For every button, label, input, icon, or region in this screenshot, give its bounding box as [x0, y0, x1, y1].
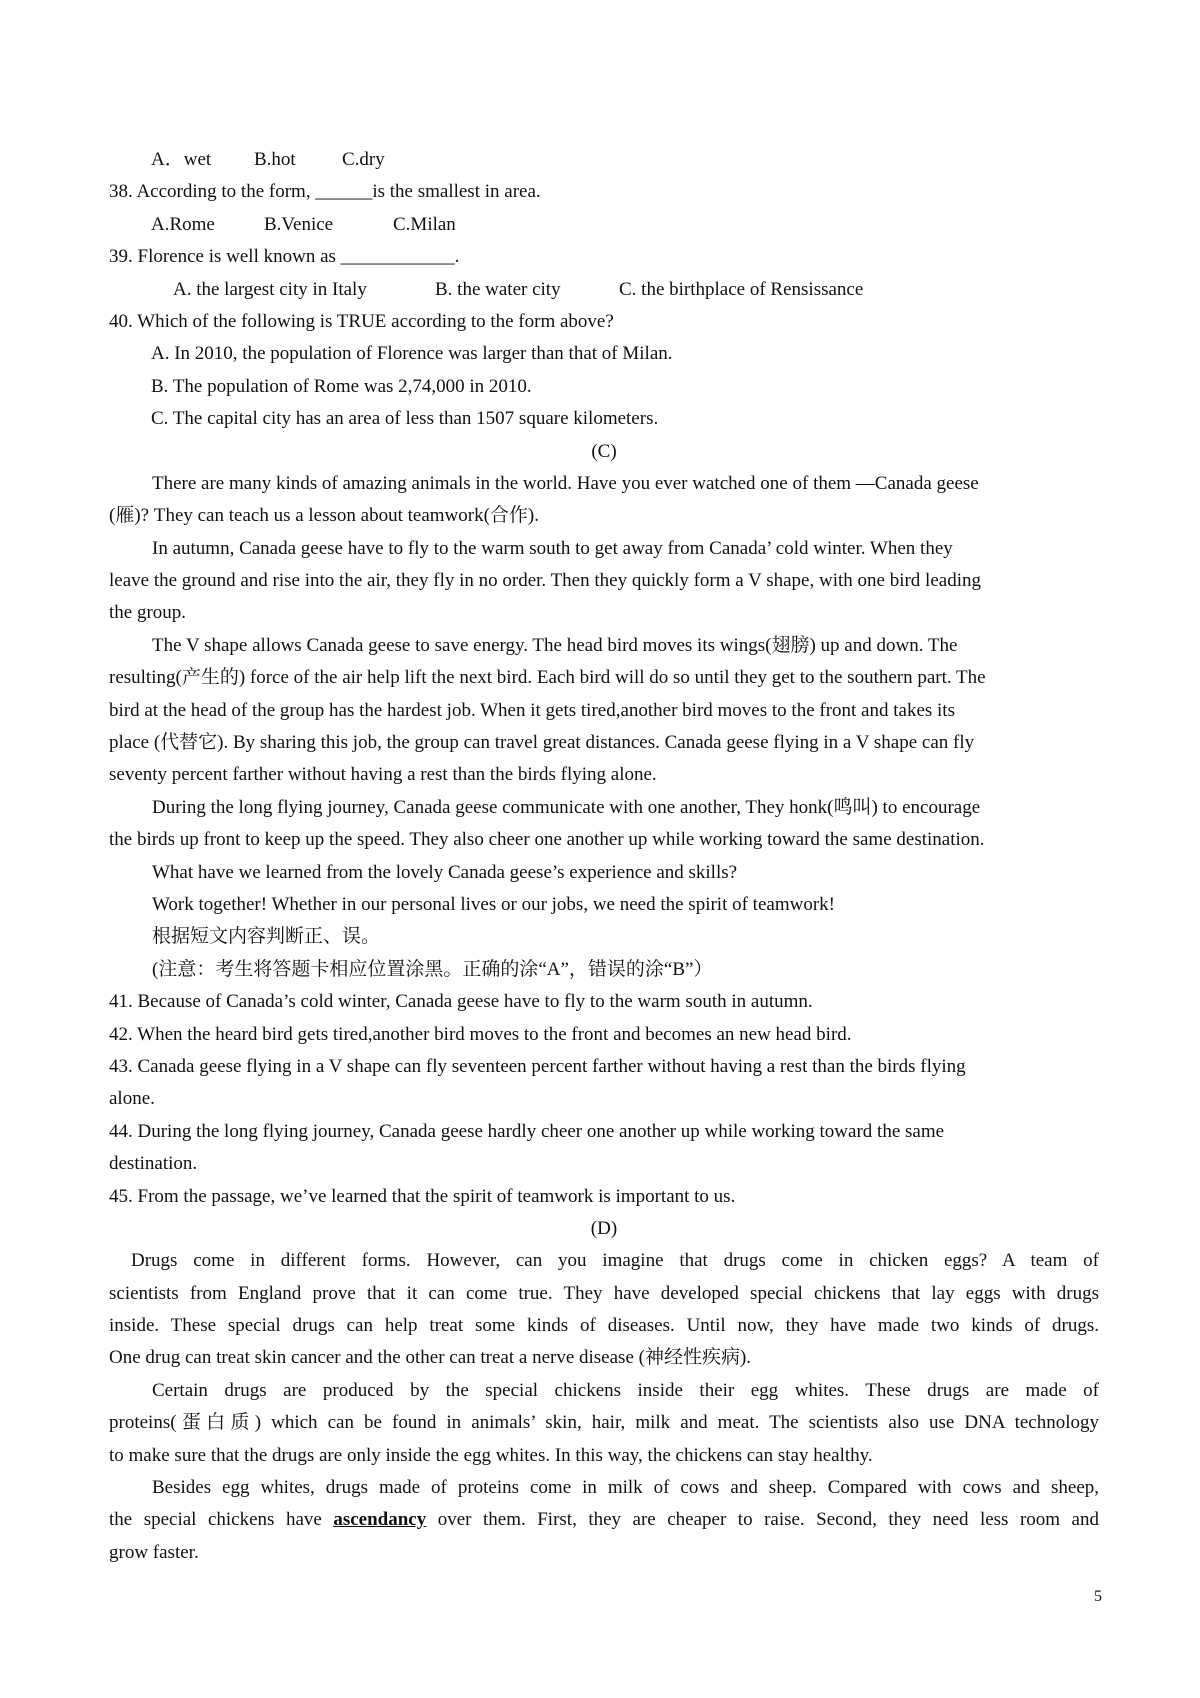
question-44: 44. During the long flying journey, Canada geese hardly cheer one another up while working toward the same	[109, 1120, 945, 1142]
section-d-heading: (D)	[590, 1217, 618, 1239]
section-c-line: What have we learned from the lovely Canada geese’s experience and skills?	[152, 861, 738, 883]
section-d-line: inside. These special drugs can help treat some kinds of diseases. Until now, they have made two kinds of drugs.	[109, 1315, 1099, 1337]
section-c-note: (注意：考生将答题卡相应位置涂黑。正确的涂“A”，错误的涂“B”）	[152, 958, 713, 980]
section-c-line: There are many kinds of amazing animals in the world. Have you ever watched one of them —Canada geese	[152, 472, 979, 494]
section-d-line: One drug can treat skin cancer and the other can treat a nerve disease (神经性疾病).	[109, 1347, 752, 1369]
section-c-line: leave the ground and rise into the air, they fly in no order. Then they quickly form a V shape, with one bird leading	[109, 570, 981, 592]
question-41: 41. Because of Canada’s cold winter, Canada geese have to fly to the warm south in autumn.	[109, 991, 813, 1013]
q37-options: A．wet B.hot C.dry	[151, 149, 385, 170]
page-number: 5	[1094, 1588, 1102, 1605]
q40-option-c: C. The capital city has an area of less than 1507 square kilometers.	[151, 408, 659, 430]
q40-option-b: B. The population of Rome was 2,74,000 in 2010.	[151, 375, 532, 397]
section-c-line: During the long flying journey, Canada geese communicate with one another, They honk(鸣叫) to encourage	[152, 796, 981, 818]
section-c-instruction: 根据短文内容判断正、误。	[152, 926, 381, 948]
section-d-line: grow faster.	[109, 1541, 199, 1563]
q38-stem: 38. According to the form, ______is the smallest in area.	[109, 181, 541, 203]
section-d-line: the special chickens have ascendancy over them. First, they are cheaper to raise. Second, they need less room and	[109, 1509, 1099, 1531]
section-c-line: place (代替它). By sharing this job, the group can travel great distances. Canada geese flying in a V shape can fly	[109, 732, 975, 754]
question-43: 43. Canada geese flying in a V shape can fly seventeen percent farther without having a rest than the birds flying	[109, 1055, 966, 1077]
question-45: 45. From the passage, we’ve learned that the spirit of teamwork is important to us.	[109, 1185, 736, 1207]
section-c-line: (雁)? They can teach us a lesson about teamwork(合作).	[109, 505, 539, 527]
section-c-line: bird at the head of the group has the hardest job. When it gets tired,another bird moves to the front and takes its	[109, 699, 955, 721]
question-43-cont: alone.	[109, 1088, 155, 1110]
q39-options: A. the largest city in Italy B. the water city C. the birthplace of Rensissance	[173, 278, 864, 300]
section-d-line: Besides egg whites, drugs made of proteins come in milk of cows and sheep. Compared with cows and sheep,	[152, 1477, 1099, 1499]
section-d-line: scientists from England prove that it can come true. They have developed special chickens that lay eggs with drugs	[109, 1282, 1099, 1304]
section-d-line: to make sure that the drugs are only inside the egg whites. In this way, the chickens can stay healthy.	[109, 1444, 873, 1466]
section-c-line: the group.	[109, 602, 187, 624]
section-c-heading: (C)	[591, 440, 617, 462]
section-c-line: The V shape allows Canada geese to save energy. The head bird moves its wings(翅膀) up and down. The	[152, 634, 958, 656]
page-body	[109, 144, 1099, 1569]
section-c-line: the birds up front to keep up the speed. They also cheer one another up while working toward the same destination.	[109, 829, 985, 851]
section-c-line: In autumn, Canada geese have to fly to the warm south to get away from Canada’ cold winter. When they	[152, 537, 953, 559]
section-d-line: Certain drugs are produced by the special chickens inside their egg whites. These drugs are made of	[152, 1379, 1099, 1401]
q40-stem: 40. Which of the following is TRUE according to the form above?	[109, 310, 614, 332]
section-c-line: seventy percent farther without having a rest than the birds flying alone.	[109, 764, 657, 786]
section-c-line: resulting(产生的) force of the air help lift the next bird. Each bird will do so until they get to the southern part. The	[109, 667, 986, 689]
section-d-line: Drugs come in different forms. However, can you imagine that drugs come in chicken eggs? A team of	[131, 1250, 1099, 1272]
q40-option-a: A. In 2010, the population of Florence was larger than that of Milan.	[151, 343, 673, 365]
question-42: 42. When the heard bird gets tired,another bird moves to the front and becomes an new head bird.	[109, 1023, 852, 1045]
underlined-word: ascendancy	[333, 1509, 427, 1531]
section-d-line: proteins(蛋白质) which can be found in animals’ skin, hair, milk and meat. The scientists also use DNA technology	[109, 1412, 1099, 1434]
question-44-cont: destination.	[109, 1153, 198, 1175]
q38-options: A.Rome B.Venice C.Milan	[151, 213, 456, 235]
section-c-line: Work together! Whether in our personal lives or our jobs, we need the spirit of teamwork!	[152, 893, 835, 915]
q39-stem: 39. Florence is well known as ____________.	[109, 246, 460, 268]
